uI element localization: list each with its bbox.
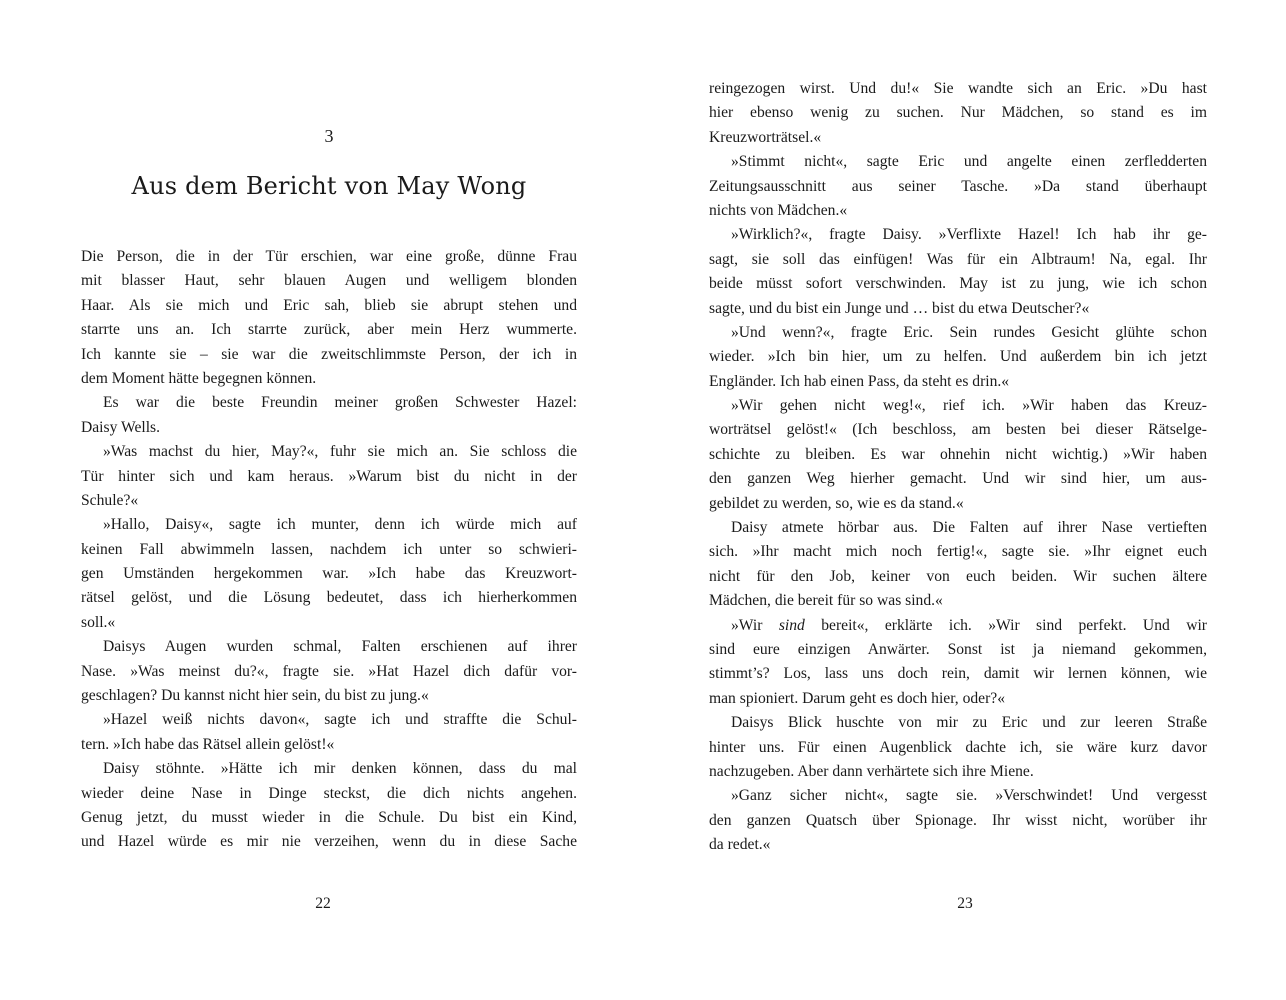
text-line: tern. »Ich habe das Rätsel allein gelöst!« [81,735,335,753]
text-line: Engländer. Ich hab einen Pass, da steht es drin.« [709,372,1010,390]
left-page-body [81,245,577,855]
text-line: keinen Fall abwimmeln lassen, nachdem ich unter so schwieri- [81,540,577,558]
text-line: Tür hinter sich und kam heraus. »Warum bist du nicht in der [81,467,577,485]
text-line: Die Person, die in der Tür erschien, war eine große, dünne Frau [81,248,577,265]
text-line: Kreuzworträtsel.« [709,128,822,146]
text-line: »Ganz sicher nicht«, sagte sie. »Verschwindet! Und vergesst [731,787,1207,805]
text-line: hier ebenso wenig zu suchen. Nur Mädchen, so stand es im [709,104,1207,122]
text-line: rätsel gelöst, und die Lösung bedeutet, dass ich hierherkommen [81,589,577,607]
text-line: den ganzen Weg hierher gemacht. Und wir sind hier, um aus- [709,470,1207,488]
text-line: dem Moment hätte begegnen können. [81,369,317,387]
text-line: sagt, sie soll das einfügen! Was für ein Albtraum! Na, egal. Ihr [709,250,1207,268]
text-line: Daisys Blick huschte von mir zu Eric und zur leeren Straße [731,714,1207,732]
text-line: Mädchen, die bereit für so was sind.« [709,592,943,610]
text-line: reingezogen wirst. Und du!« Sie wandte sich an Eric. »Du hast [709,80,1207,97]
right-page-body [709,77,1207,858]
text-line: »Wirklich?«, fragte Daisy. »Verflixte Hazel! Ich hab ihr ge- [731,226,1207,244]
text-line: und Hazel würde es mir nie verzeihen, wenn du in diese Sache [81,833,577,851]
text-line: Genug jetzt, du musst wieder in die Schule. Du bist ein Kind, [81,808,577,826]
text-line: geschlagen? Du kannst nicht hier sein, du bist zu jung.« [81,687,429,705]
text-line: man spioniert. Darum geht es doch hier, oder?« [709,689,1005,707]
text-line: nicht für den Job, keiner von euch beiden. Wir suchen ältere [709,567,1207,585]
chapter-number: 3 [324,126,334,146]
text-line: sich. »Ihr macht mich noch fertig!«, sagte sie. »Ihr eignet euch [709,543,1207,561]
text-line: schichte zu bleiben. Es war ohnehin nicht wichtig.) »Wir haben [709,445,1207,463]
text-line: »Und wenn?«, fragte Eric. Sein rundes Gesicht glühte schon [731,323,1207,341]
text-line: »Hallo, Daisy«, sagte ich munter, denn ich würde mich auf [103,516,577,534]
text-line: »Wir sind bereit«, erklärte ich. »Wir sind perfekt. Und wir [731,616,1207,634]
text-line: nichts von Mädchen.« [709,201,848,219]
text-line: »Was machst du hier, May?«, fuhr sie mich an. Sie schloss die [103,443,577,461]
text-line: Daisys Augen wurden schmal, Falten erschienen auf ihrer [103,638,577,656]
text-line: wieder. »Ich bin hier, um zu helfen. Und außerdem bin ich jetzt [709,348,1207,366]
text-line: Daisy Wells. [81,418,161,436]
text-line: den ganzen Quatsch über Spionage. Ihr wisst nicht, worüber ihr [709,811,1207,829]
text-line: beide müsst sofort verschwinden. May ist zu jung, wie ich schon [709,275,1207,293]
text-line: Zeitungsausschnitt aus seiner Tasche. »Da stand überhaupt [709,177,1207,195]
text-line: »Hazel weiß nichts davon«, sagte ich und straffte die Schul- [103,711,577,729]
text-line: »Wir gehen nicht weg!«, rief ich. »Wir haben das Kreuz- [731,397,1207,415]
page-number-left: 22 [315,895,331,912]
text-line: Haar. Als sie mich und Eric sah, blieb sie abrupt stehen und [81,296,577,314]
right-page [643,0,1286,1000]
text-line: Schule?« [81,491,139,509]
page-number-right: 23 [957,895,973,912]
text-line: starrte uns an. Ich starrte zurück, aber mein Herz wummerte. [81,321,577,339]
chapter-title: Aus dem Bericht von May Wong [131,172,527,200]
text-line: Daisy atmete hörbar aus. Die Falten auf ihrer Nase vertieften [731,519,1207,537]
text-line: mit blasser Haut, sehr blauen Augen und welligem blonden [81,272,577,290]
text-line: wieder deine Nase in Dinge steckst, die dich nichts angehen. [81,784,577,802]
text-line: worträtsel gelöst!« (Ich beschloss, am besten bei dieser Rätselge- [709,421,1207,439]
text-line: Ich kannte sie – sie war die zweitschlimmste Person, der ich in [81,345,577,363]
text-line: nachzugeben. Aber dann verhärtete sich ihre Miene. [709,762,1034,780]
text-line: Es war die beste Freundin meiner großen Schwester Hazel: [103,394,577,412]
text-line: Daisy stöhnte. »Hätte ich mir denken können, dass du mal [103,760,577,778]
text-line: stimmt’s? Los, lass uns doch rein, damit wir lernen können, wie [709,665,1207,683]
text-line: sagte, und du bist ein Junge und … bist du etwa Deutscher?« [709,299,1090,317]
text-line: soll.« [81,613,116,631]
text-line: »Stimmt nicht«, sagte Eric und angelte einen zerfledderten [731,153,1207,171]
text-line: da redet.« [709,836,771,854]
text-line: sind eure einzigen Anwärter. Sonst ist ja niemand gekommen, [709,640,1207,658]
text-line: hinter uns. Für einen Augenblick dachte ich, sie wäre kurz davor [709,738,1207,756]
text-line: gebildet zu werden, so, wie es da stand.« [709,494,964,512]
text-line: gen Umständen hergekommen war. »Ich habe das Kreuzwort- [81,565,577,583]
text-line: Nase. »Was meinst du?«, fragte sie. »Hat Hazel dich dafür vor- [81,662,577,680]
